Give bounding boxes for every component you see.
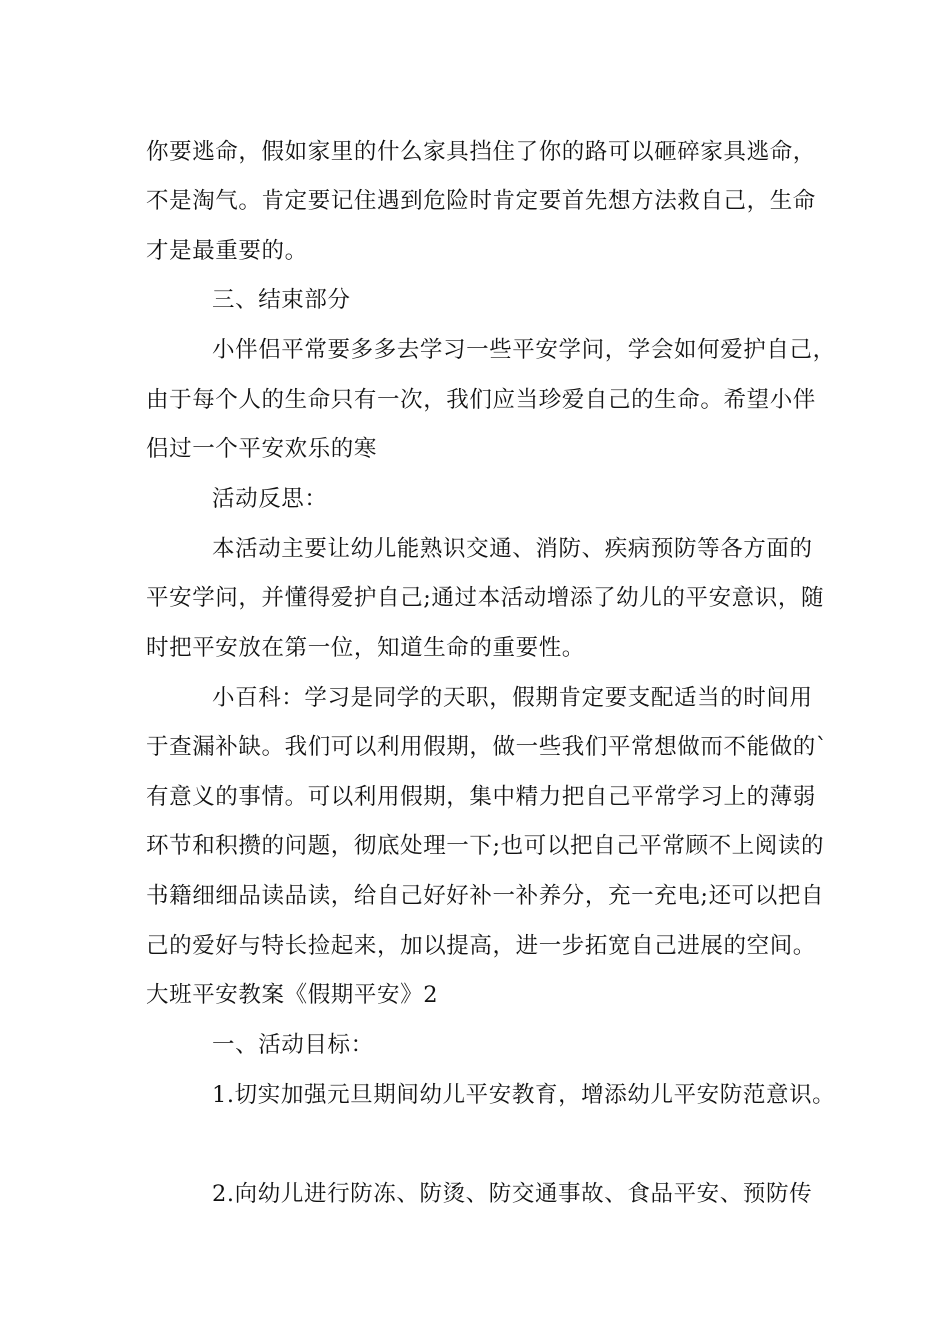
section-heading: 一、活动目标： xyxy=(212,1032,374,1058)
text-line: 侣过一个平安欢乐的寒 xyxy=(146,436,378,462)
text-line: 不是淘气。肯定要记住遇到危险时肯定要首先想方法救自己，生命 xyxy=(146,188,816,214)
text-line: 才是最重要的。 xyxy=(146,238,308,264)
text-line: 书籍细细品读品读，给自己好好补一补养分，充一充电;还可以把自 xyxy=(146,883,825,909)
list-item: 1.切实加强元旦期间幼儿平安教育，增添幼儿平安防范意识。 xyxy=(212,1082,836,1108)
text-line: 由于每个人的生命只有一次，我们应当珍爱自己的生命。希望小伴 xyxy=(146,387,816,413)
text-line: 平安学问，并懂得爱护自己;通过本活动增添了幼儿的平安意识，随 xyxy=(146,585,825,611)
text-line: 时把平安放在第一位，知道生命的重要性。 xyxy=(146,635,585,661)
text-line: 你要逃命，假如家里的什么家具挡住了你的路可以砸碎家具逃命， xyxy=(146,139,816,165)
text-line: 环节和积攒的问题，彻底处理一下;也可以把自己平常顾不上阅读的 xyxy=(146,833,825,859)
text-line: 己的爱好与特长捡起来，加以提高，进一步拓宽自己进展的空间。 xyxy=(146,933,816,959)
text-line: 小百科：学习是同学的天职，假期肯定要支配适当的时间用 xyxy=(212,685,813,711)
text-line: 于查漏补缺。我们可以利用假期，做一些我们平常想做而不能做的` xyxy=(146,734,828,760)
text-line: 本活动主要让幼儿能熟识交通、消防、疾病预防等各方面的 xyxy=(212,536,813,562)
section-heading: 三、结束部分 xyxy=(212,287,351,313)
list-item: 2.向幼儿进行防冻、防烫、防交通事故、食品平安、预防传 xyxy=(212,1181,813,1207)
text-line: 有意义的事情。可以利用假期，集中精力把自己平常学习上的薄弱 xyxy=(146,784,816,810)
section-heading: 活动反思： xyxy=(212,486,328,512)
text-line: 小伴侣平常要多多去学习一些平安学问，学会如何爱护自己， xyxy=(212,337,836,363)
document-title: 大班平安教案《假期平安》2 xyxy=(146,982,439,1008)
